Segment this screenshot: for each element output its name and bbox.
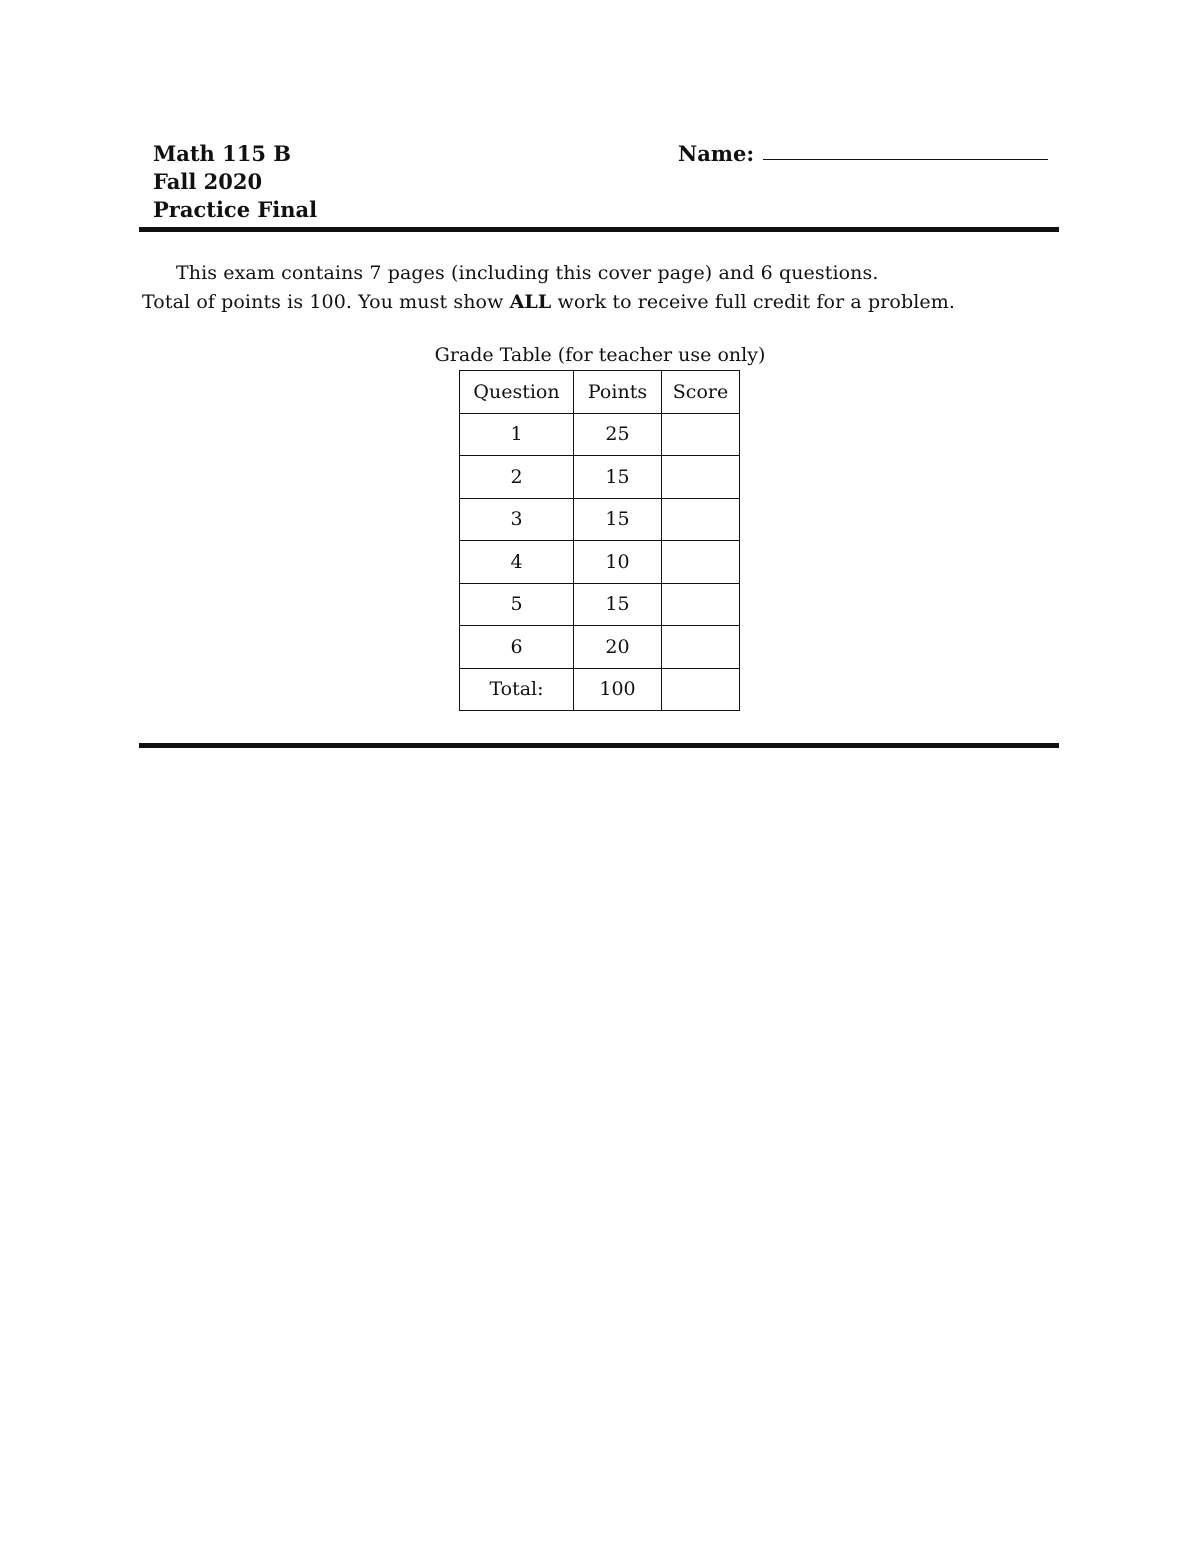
column-header: Score (662, 371, 740, 414)
question-cell: 1 (460, 413, 574, 456)
points-cell: 15 (574, 498, 662, 541)
instructions-text: Total of points is 100. You must show (142, 291, 510, 313)
score-cell (662, 626, 740, 669)
question-cell: 4 (460, 541, 574, 584)
total-row (460, 668, 740, 711)
instructions-emphasis: ALL (509, 291, 552, 313)
question-cell: 6 (460, 626, 574, 669)
score-cell (662, 456, 740, 499)
bottom-divider (139, 743, 1059, 748)
points-cell: 20 (574, 626, 662, 669)
points-cell: 15 (574, 456, 662, 499)
table-row (460, 413, 740, 456)
grade-table (459, 370, 740, 711)
score-cell (662, 498, 740, 541)
instructions-line-2 (142, 288, 955, 317)
instructions-text: work to receive full credit for a problem. (551, 291, 955, 313)
table-header-row (460, 371, 740, 414)
top-divider (139, 227, 1059, 232)
course-title: Math 115 B (153, 141, 292, 166)
table-row (460, 498, 740, 541)
score-cell (662, 583, 740, 626)
name-field-line[interactable] (763, 159, 1048, 160)
points-cell: 25 (574, 413, 662, 456)
column-header: Question (460, 371, 574, 414)
total-label: Total: (460, 668, 574, 711)
course-info (153, 140, 1053, 224)
points-cell: 15 (574, 583, 662, 626)
score-cell (662, 541, 740, 584)
question-cell: 2 (460, 456, 574, 499)
table-row (460, 626, 740, 669)
column-header: Points (574, 371, 662, 414)
question-cell: 5 (460, 583, 574, 626)
exam-instructions (142, 259, 955, 317)
exam-title: Practice Final (153, 197, 318, 222)
total-score (662, 668, 740, 711)
table-row (460, 583, 740, 626)
question-cell: 3 (460, 498, 574, 541)
name-label: Name: (678, 141, 755, 166)
score-cell (662, 413, 740, 456)
exam-header (153, 140, 1053, 224)
grade-table-caption: Grade Table (for teacher use only) (434, 344, 766, 366)
points-cell: 10 (574, 541, 662, 584)
term-label: Fall 2020 (153, 169, 263, 194)
table-row (460, 456, 740, 499)
total-points: 100 (574, 668, 662, 711)
instructions-line-1: This exam contains 7 pages (including this cover page) and 6 questions. (176, 262, 879, 284)
table-row (460, 541, 740, 584)
